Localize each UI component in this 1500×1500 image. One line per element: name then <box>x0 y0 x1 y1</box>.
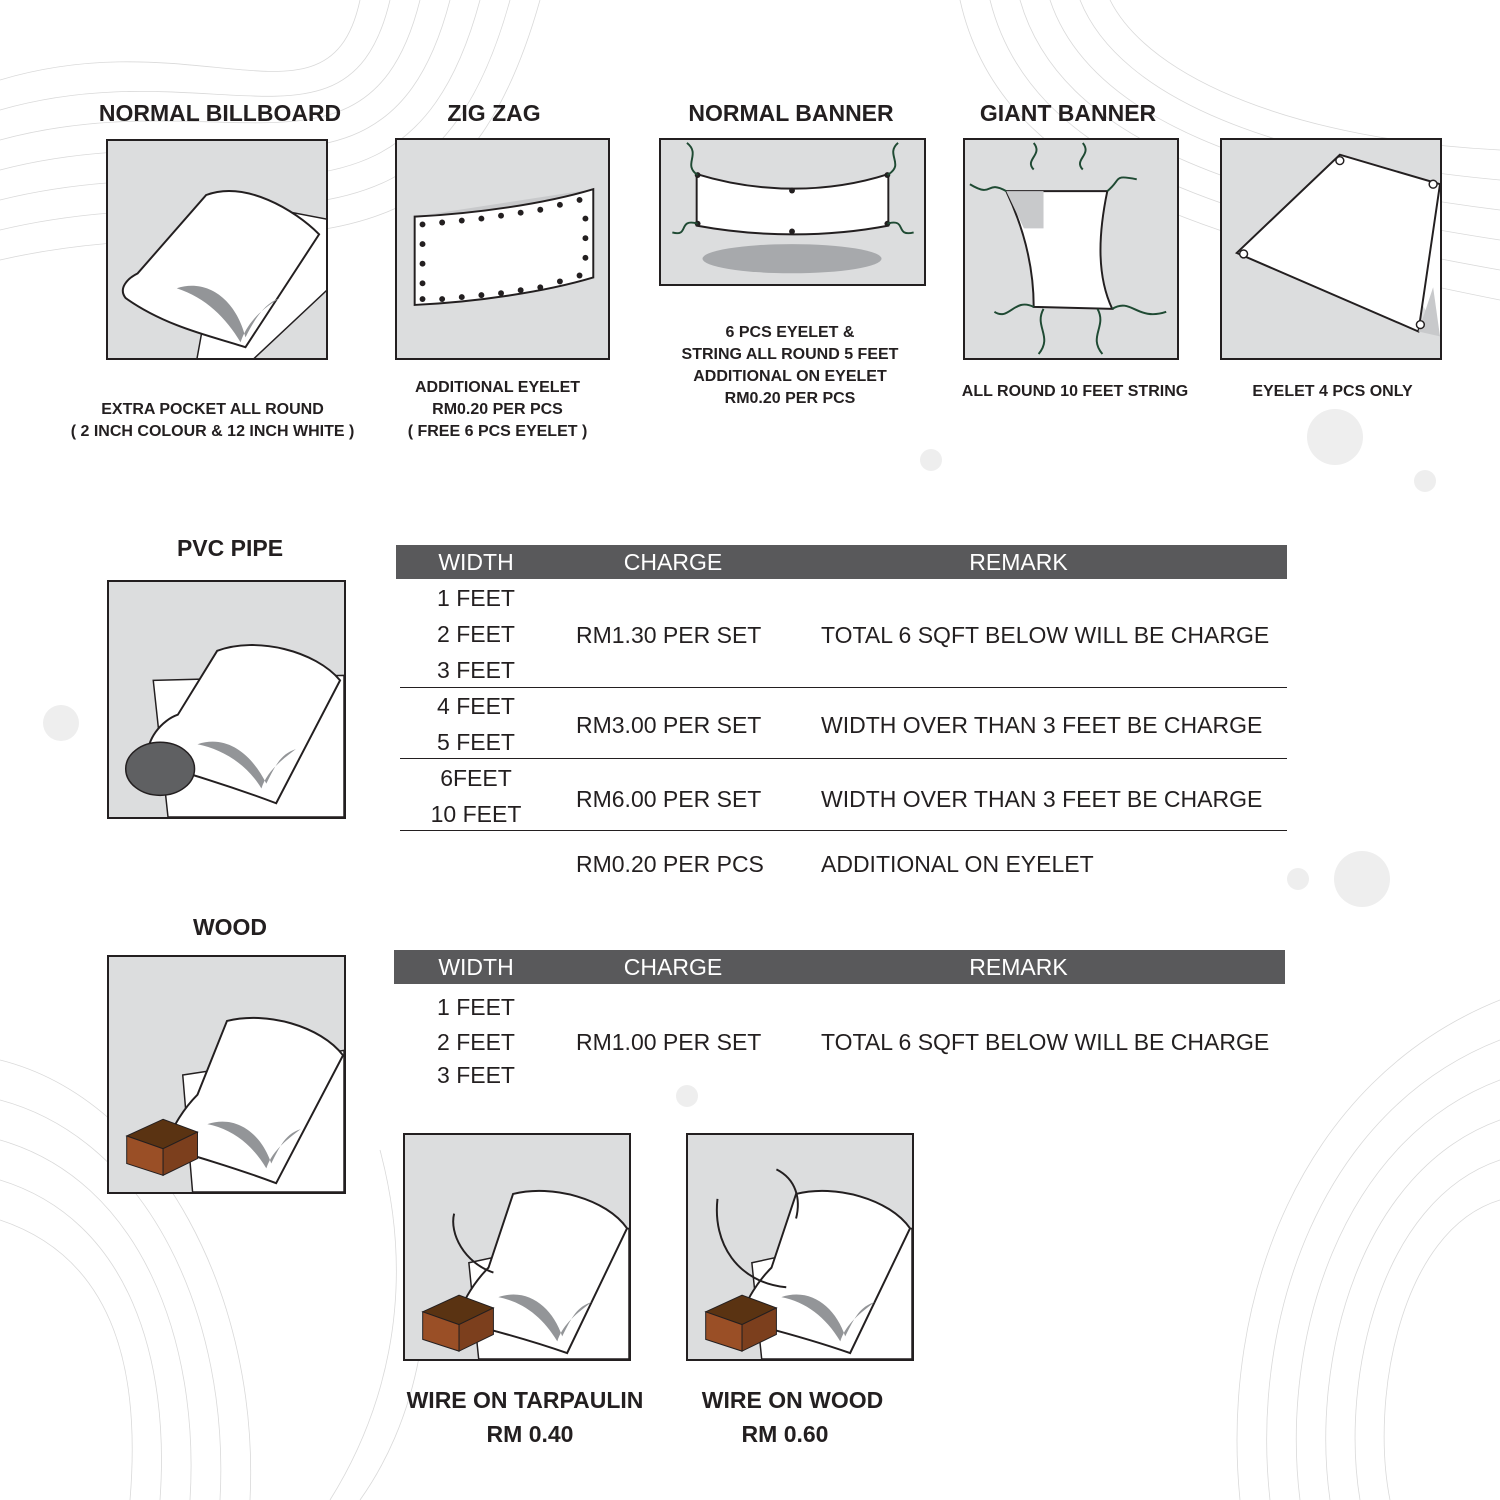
wire-on-tarpaulin-title: WIRE ON TARPAULIN <box>406 1387 644 1413</box>
wire-on-wood-icon <box>686 1133 914 1361</box>
pvc-row2-width-1: 4 FEET <box>437 693 515 719</box>
pvc-row3-width-1: 6FEET <box>440 765 512 791</box>
normal-billboard-title: NORMAL BILLBOARD <box>98 100 342 126</box>
wire-on-wood-title: WIRE ON WOOD <box>701 1387 884 1413</box>
zigzag-eyelet-banner-icon <box>395 138 610 360</box>
wire-on-tarpaulin-price: RM 0.40 <box>486 1421 574 1447</box>
giant-banner-string-icon <box>963 138 1179 360</box>
pvc-row4-remark: ADDITIONAL ON EYELET <box>821 851 1094 877</box>
pvc-row4-charge: RM0.20 PER PCS <box>576 851 764 877</box>
pvc-row2-width-2: 5 FEET <box>437 729 515 755</box>
pvc-row1-width-2: 2 FEET <box>437 621 515 647</box>
pvc-pipe-title: PVC PIPE <box>176 535 284 561</box>
pvc-header-remark: REMARK <box>969 549 1068 575</box>
pvc-row3-width-2: 10 FEET <box>430 801 522 827</box>
pvc-row-divider <box>400 687 1287 688</box>
wood-row1-charge: RM1.00 PER SET <box>576 1029 762 1055</box>
wood-row1-width-2: 2 FEET <box>437 1029 515 1055</box>
pvc-row1-charge: RM1.30 PER SET <box>576 622 762 648</box>
giant-banner-caption: ALL ROUND 10 FEET STRING <box>961 383 1189 400</box>
zig-zag-caption: ADDITIONAL EYELET RM0.20 PER PCS ( FREE 6 PCS EYELET ) <box>407 379 588 440</box>
pvc-row1-width-1: 1 FEET <box>437 585 515 611</box>
wire-on-wood-price: RM 0.60 <box>741 1421 829 1447</box>
pvc-row1-remark: TOTAL 6 SQFT BELOW WILL BE CHARGE <box>821 622 1270 648</box>
wood-header-width: WIDTH <box>438 954 514 980</box>
four-eyelet-sheet-icon <box>1220 138 1442 360</box>
normal-banner-caption: 6 PCS EYELET & STRING ALL ROUND 5 FEET ADDITIONAL ON EYELET RM0.20 PER PCS <box>681 324 899 407</box>
zig-zag-title: ZIG ZAG <box>447 100 541 126</box>
pvc-row-divider <box>400 830 1287 831</box>
giant-banner-title: GIANT BANNER <box>979 100 1157 126</box>
wood-header-charge: CHARGE <box>623 954 723 980</box>
pvc-table-header <box>396 545 1287 579</box>
pvc-pipe-pocket-icon <box>107 580 346 819</box>
wood-title: WOOD <box>192 914 268 940</box>
wood-row1-width-3: 3 FEET <box>437 1062 515 1088</box>
normal-banner-string-icon <box>659 138 926 286</box>
pvc-row-divider <box>400 758 1287 759</box>
wood-row1-remark: TOTAL 6 SQFT BELOW WILL BE CHARGE <box>821 1029 1270 1055</box>
pvc-row2-charge: RM3.00 PER SET <box>576 712 762 738</box>
normal-billboard-caption: EXTRA POCKET ALL ROUND ( 2 INCH COLOUR & 12 INCH WHITE ) <box>70 401 355 440</box>
wood-row1-width-1: 1 FEET <box>437 994 515 1020</box>
billboard-pocket-icon <box>106 139 328 360</box>
wire-on-tarpaulin-icon <box>403 1133 631 1361</box>
wood-pocket-icon <box>107 955 346 1194</box>
pvc-row1-width-3: 3 FEET <box>437 657 515 683</box>
pvc-row3-charge: RM6.00 PER SET <box>576 786 762 812</box>
pvc-row2-remark: WIDTH OVER THAN 3 FEET BE CHARGE <box>821 712 1263 738</box>
pvc-header-width: WIDTH <box>438 549 514 575</box>
wood-table-header <box>394 950 1285 984</box>
wood-header-remark: REMARK <box>969 954 1068 980</box>
pvc-header-charge: CHARGE <box>623 549 723 575</box>
normal-banner-title: NORMAL BANNER <box>688 100 894 126</box>
four-eyelet-caption: EYELET 4 PCS ONLY <box>1252 383 1413 400</box>
pvc-row3-remark: WIDTH OVER THAN 3 FEET BE CHARGE <box>821 786 1263 812</box>
